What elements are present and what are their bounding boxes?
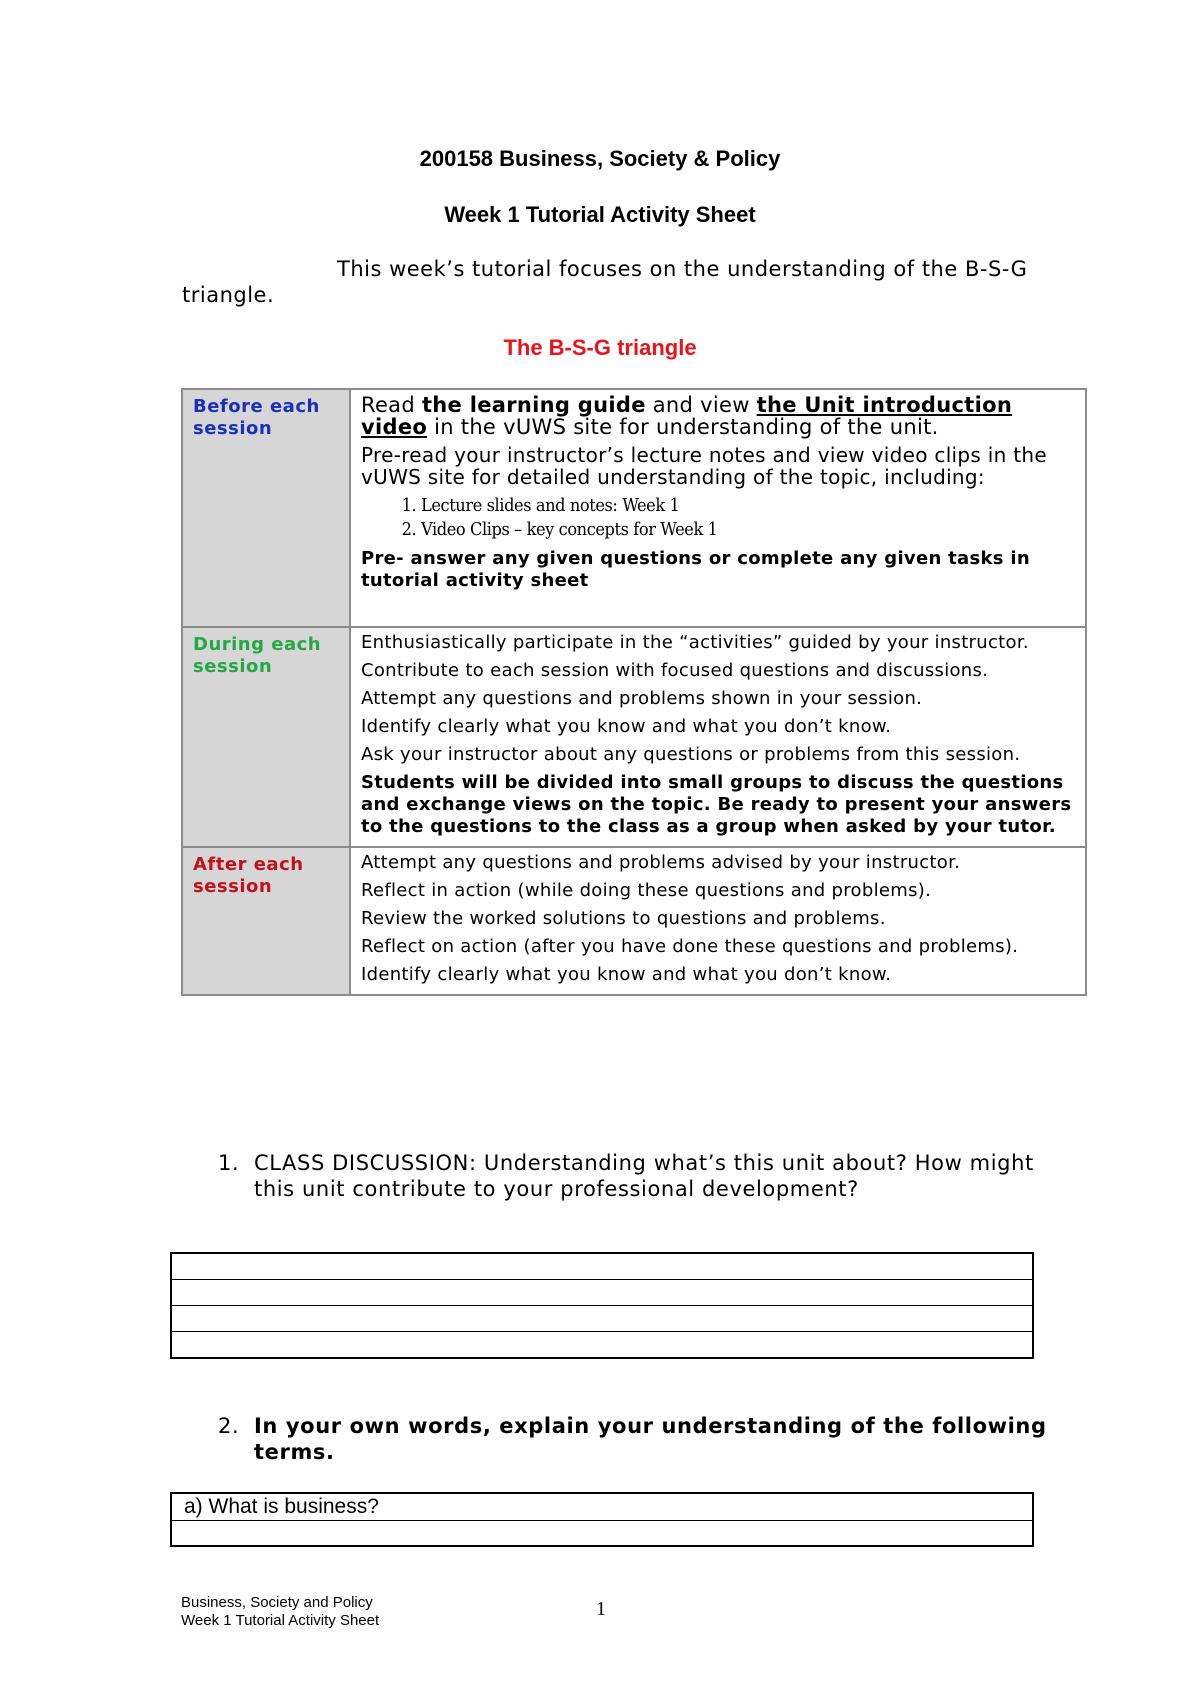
during-item: Contribute to each session with focused questions and discussions.	[361, 660, 989, 681]
before-label: Before each session	[182, 389, 350, 627]
bsg-table	[181, 388, 1087, 996]
answer-box-2[interactable]	[170, 1492, 1034, 1547]
answer-line[interactable]	[172, 1306, 1032, 1332]
group-work-text: Students will be divided into small groups to discuss the questions and exchange views on the topic. Be ready to present your answers to the questions to the class as a group when asked by your tutor.	[361, 772, 1072, 837]
during-item: Ask your instructor about any questions or problems from this session.	[361, 744, 1021, 765]
preanswer-text: Pre- answer any given questions or complete any given tasks in tutorial activity sheet	[361, 548, 1030, 591]
list-item: 2. Video Clips – key concepts for Week 1	[421, 518, 1075, 542]
answer-line[interactable]	[172, 1254, 1032, 1280]
during-item: Identify clearly what you know and what you don’t know.	[361, 716, 892, 737]
during-content	[350, 627, 1086, 847]
course-title: 200158 Business, Society & Policy	[419, 146, 781, 171]
after-item: Reflect on action (after you have done these questions and problems).	[361, 936, 1019, 957]
learning-guide-text: the learning guide	[421, 393, 646, 417]
after-row	[182, 847, 1086, 995]
question-2-number: 2.	[218, 1414, 240, 1438]
during-label: During each session	[182, 627, 350, 847]
answer-box-1[interactable]	[170, 1252, 1034, 1359]
after-item: Review the worked solutions to questions and problems.	[361, 908, 886, 929]
preread-text: Pre-read your instructor’s lecture notes and view video clips in the vUWS site for detailed understanding of the topic, including:	[361, 443, 1047, 489]
and-view-text: and view	[645, 393, 757, 417]
after-label: After each session	[182, 847, 350, 995]
after-item: Attempt any questions and problems advised by your instructor.	[361, 852, 961, 873]
answer-line[interactable]	[172, 1280, 1032, 1306]
footer-line-1: Business, Society and Policy	[181, 1594, 373, 1611]
intro-text: This week’s tutorial focuses on the understanding of the B-S-G triangle.	[182, 257, 1028, 307]
question-1-text: CLASS DISCUSSION: Understanding what’s this unit about? How might this unit contribute to your professional development?	[254, 1151, 1034, 1201]
footer	[181, 1594, 379, 1630]
bsg-title: The B-S-G triangle	[503, 335, 697, 360]
during-row	[182, 627, 1086, 847]
page-number: 1	[596, 1598, 606, 1620]
before-list	[361, 494, 1075, 542]
before-content	[350, 389, 1086, 627]
during-item: Attempt any questions and problems shown in your session.	[361, 688, 923, 709]
after-item: Reflect in action (while doing these questions and problems).	[361, 880, 932, 901]
question-2-text: In your own words, explain your understanding of the following terms.	[254, 1414, 1047, 1464]
question-1-number: 1.	[218, 1151, 240, 1175]
answer-line[interactable]	[172, 1521, 1032, 1545]
list-item: 1. Lecture slides and notes: Week 1	[421, 494, 1075, 518]
vuws-text: in the vUWS site for understanding of the unit.	[427, 415, 939, 439]
answer-line[interactable]	[172, 1332, 1032, 1357]
after-item: Identify clearly what you know and what you don’t know.	[361, 964, 892, 985]
footer-line-2: Week 1 Tutorial Activity Sheet	[181, 1612, 380, 1629]
during-item: Enthusiastically participate in the “activities” guided by your instructor.	[361, 632, 1029, 653]
question-2	[218, 1413, 1078, 1465]
question-1	[218, 1150, 1078, 1202]
sheet-title: Week 1 Tutorial Activity Sheet	[444, 202, 756, 227]
read-text: Read	[361, 393, 422, 417]
unit-intro-video-link[interactable]: the Unit introduction video	[361, 393, 1013, 439]
term-business-label: a) What is business?	[172, 1494, 1032, 1521]
after-content	[350, 847, 1086, 995]
before-row	[182, 389, 1086, 627]
